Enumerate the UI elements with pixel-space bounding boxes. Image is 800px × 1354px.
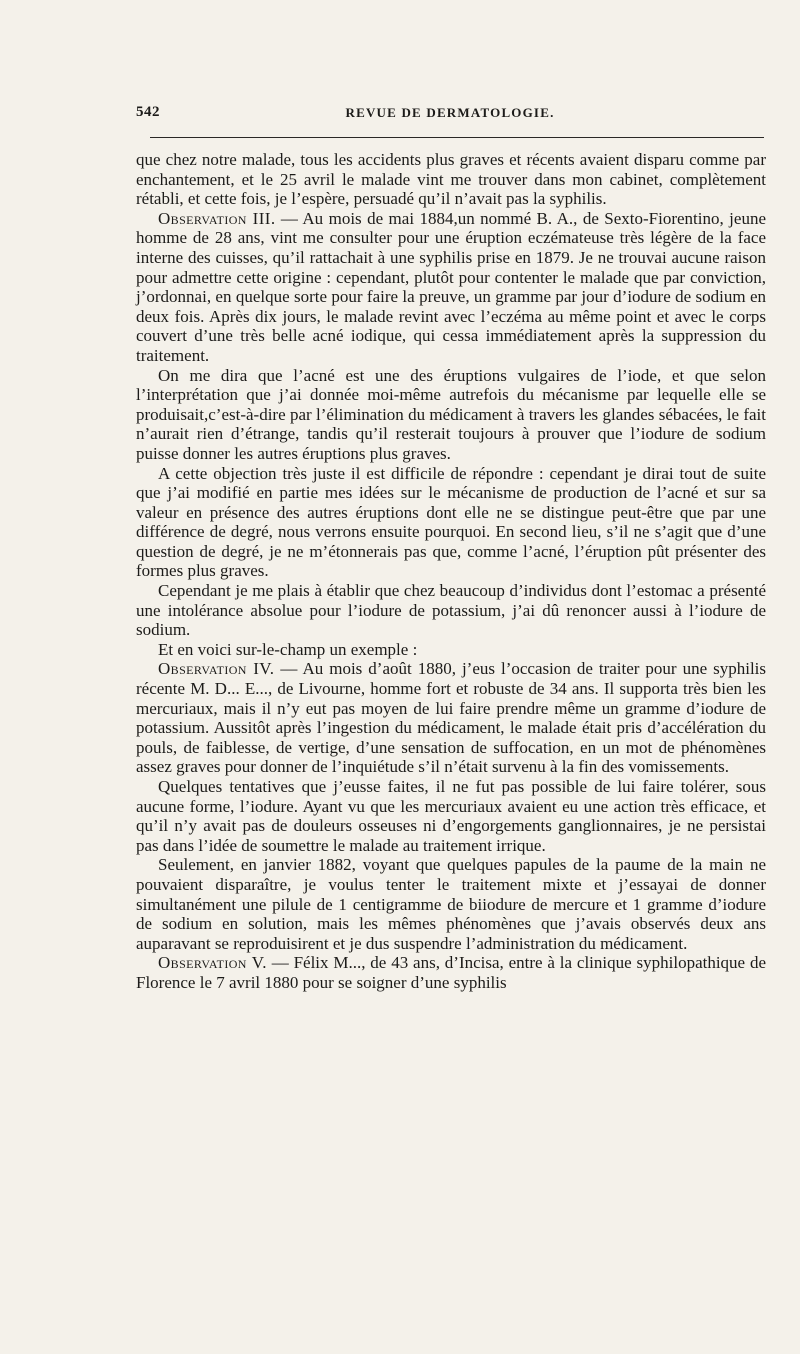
observation-heading: Observation IV. <box>158 659 275 679</box>
page-number: 542 <box>136 104 160 120</box>
running-head-journal-title: REVUE DE DERMATOLOGIE. <box>345 105 555 120</box>
paragraph <box>136 581 766 640</box>
paragraph-text: Quelques tentatives que j’eusse faites, il ne fut pas possible de lui faire tolérer, sous aucune forme, l’iodure. Ayant vu que les mercuriaux avaient eu une action très efficace, et qu’il n’y avait pas de douleurs osseuses ni d’engorgements ganglionnaires, je ne persistai pas dans l’idée de soumettre le malade au traitement irrique. <box>136 777 766 855</box>
paragraph-continued <box>136 150 766 209</box>
paragraph <box>136 640 766 660</box>
paragraph-text: — Au mois de mai 1884,un nommé B. A., de Sexto-Fiorentino, jeune homme de 28 ans, vint me consulter pour une éruption eczémateuse très légère de la face interne des cuisses, qu’il rattachait à une syphilis prise en 1879. Je ne trouvai aucune raison pour admettre cette origine : cependant, plutôt pour contenter le malade que par conviction, j’ordonnai, en quelque sorte pour faire la preuve, un gramme par jour d’iodure de sodium en deux fois. Après dix jours, le malade revint avec l’eczéma au même point et avec le corps couvert d’une très belle acné iodique, qui cessa immédiatement après la suppression du traitement. <box>136 208 766 365</box>
paragraph-text: Cependant je me plais à établir que chez beaucoup d’individus dont l’estomac a présenté une intolérance absolue pour l’iodure de potassium, j’ai dû renoncer aussi à l’iodure de sodium. <box>136 581 766 640</box>
paragraph-text: Seulement, en janvier 1882, voyant que quelques papules de la paume de la main ne pouvaient disparaître, je voulus tenter le traitement mixte et j’essayai de donner simultanément une pilule de 1 centigramme de biiodure de mercure et 1 gramme d’iodure de sodium en solution, mais les mêmes phénomènes que j’avais observés deux ans auparavant se reproduisirent et je dus suspendre l’administration du médicament. <box>136 855 766 953</box>
paragraph-observation-v <box>136 953 766 992</box>
paragraph-observation-iv <box>136 659 766 777</box>
paragraph <box>136 777 766 855</box>
body-text <box>136 150 766 993</box>
paragraph-text: A cette objection très juste il est difficile de répondre : cependant je dirai tout de suite que j’ai modifié en partie mes idées sur le mécanisme de production de l’acné et sur sa valeur en présence des autres éruptions dont elle ne se distingue peut-être que par une différence de degré, nous verrons ensuite pourquoi. En second lieu, s’il ne s’agit que d’une question de degré, je ne m’étonnerais pas que, comme l’acné, l’éruption pût présenter des formes plus graves. <box>136 463 766 581</box>
observation-heading: Observation V. <box>158 953 267 973</box>
header-rule <box>150 137 764 138</box>
paragraph <box>136 855 766 953</box>
page-header <box>136 104 764 124</box>
paragraph-text: — Au mois d’août 1880, j’eus l’occasion de traiter pour une syphilis récente M. D... E..., de Livourne, homme fort et robuste de 34 ans. Il supporta très bien les mercuriaux, mais il n’y eut pas moyen de lui faire prendre même un gramme d’iodure de potassium. Aussitôt après l’ingestion du médicament, le malade était pris d’accélération du pouls, de faiblesse, de vertige, d’une sensation de suffocation, en un mot de phénomènes assez graves pour donner de l’inquiétude s’il n’était survenu à la fin des vomissements. <box>136 659 766 777</box>
paragraph-text: que chez notre malade, tous les accidents plus graves et récents avaient disparu comme par enchantement, et le 25 avril le malade vint me trouver dans mon cabinet, complètement rétabli, et cette fois, je l’espère, persuadé qu’il n’avait pas la syphilis. <box>136 150 766 209</box>
paragraph <box>136 464 766 582</box>
paragraph-text: — Félix M..., de 43 ans, d’Incisa, entre à la clinique syphilopathique de Florence le 7 avril 1880 pour se soigner d’une syphilis <box>136 953 766 992</box>
observation-heading: Observation III. <box>158 208 276 228</box>
paragraph-observation-iii <box>136 209 766 366</box>
paragraph-text: Et en voici sur-le-champ un exemple : <box>158 639 418 659</box>
paragraph-text: On me dira que l’acné est une des éruptions vulgaires de l’iode, et que selon l’interprétation que j’ai donnée moi-même autrefois du mécanisme par lequelle elle se produisait,c’est-à-dire par l’élimination du médicament à travers les glandes sébacées, le fait n’aurait rien d’étrange, tandis qu’il resterait toujours à prouver que l’iodure de sodium puisse donner les autres éruptions plus graves. <box>136 365 766 463</box>
paragraph <box>136 366 766 464</box>
